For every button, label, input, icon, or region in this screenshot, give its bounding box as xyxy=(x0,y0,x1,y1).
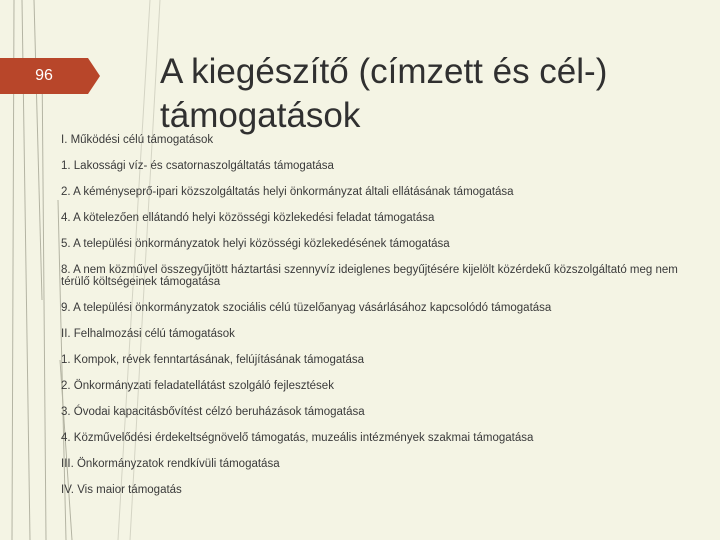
list-item: I. Működési célú támogatások xyxy=(61,134,214,146)
list-item: IV. Vis maior támogatás xyxy=(61,484,182,496)
list-item: 9. A települési önkormányzatok szociális célú tüzelőanyag vásárlásához kapcsolódó támogatása xyxy=(61,302,552,314)
list-item: 1. Kompok, révek fenntartásának, felújításának támogatása xyxy=(61,354,365,366)
list-item: II. Felhalmozási célú támogatások xyxy=(61,328,235,340)
page-number: 96 xyxy=(35,67,53,84)
list-item: 2. A kéményseprő-ipari közszolgáltatás helyi önkormányzat általi ellátásának támogatása xyxy=(61,186,514,198)
list-item: III. Önkormányzatok rendkívüli támogatása xyxy=(61,458,280,470)
list-item: 1. Lakossági víz- és csatornaszolgáltatás támogatása xyxy=(61,160,334,172)
slide-title: A kiegészítő (címzett és cél-) támogatások xyxy=(160,52,608,135)
list-item: 8. A nem közművel összegyűjtött háztartási szennyvíz ideiglenes begyűjtésére kijelölt közérdekű közszolgáltató meg nem térülő költségeinek támogatása xyxy=(61,264,678,288)
list-item: 2. Önkormányzati feladatellátást szolgáló fejlesztések xyxy=(61,380,334,392)
list-item: 4. A kötelezően ellátandó helyi közösségi közlekedési feladat támogatása xyxy=(61,212,435,224)
list-item: 4. Közművelődési érdekeltségnövelő támogatás, muzeális intézmények szakmai támogatása xyxy=(61,432,534,444)
list-item: 3. Óvodai kapacitásbővítést célzó beruházások támogatása xyxy=(61,406,365,418)
list-item: 5. A települési önkormányzatok helyi közösségi közlekedésének támogatása xyxy=(61,238,450,250)
item-list xyxy=(61,134,681,510)
